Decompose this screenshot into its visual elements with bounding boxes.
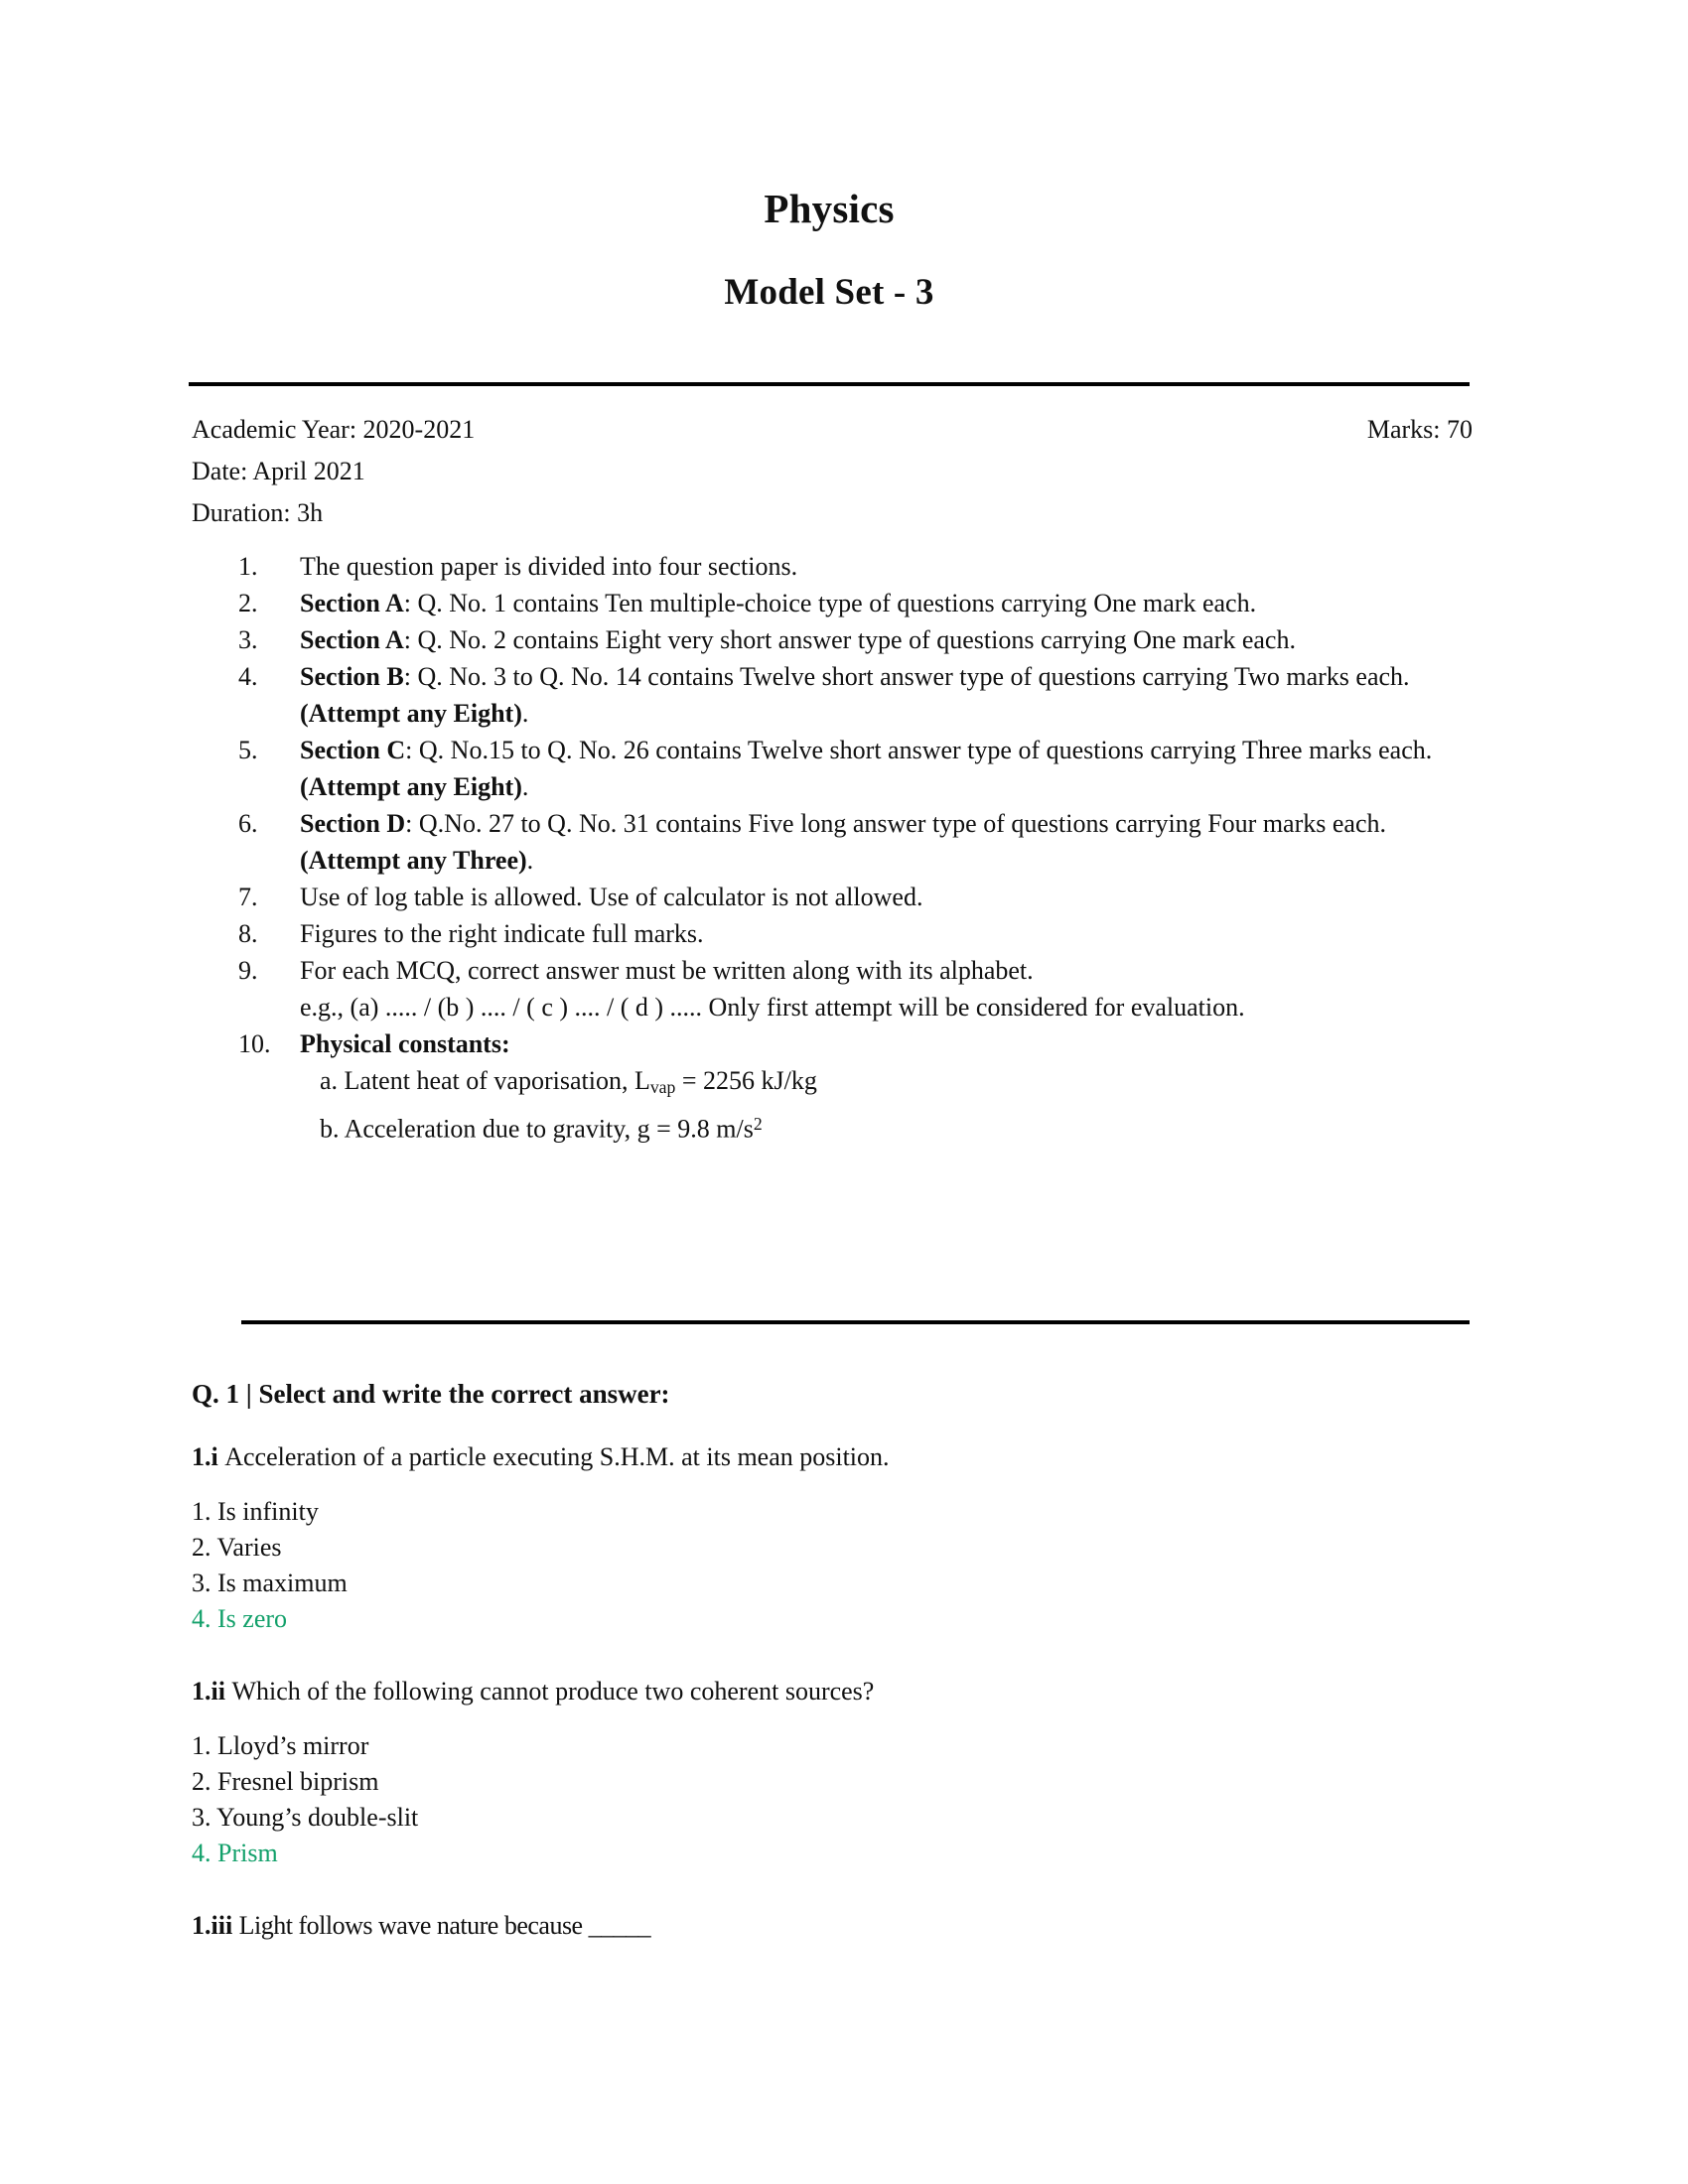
- option-item[interactable]: 1. Is infinity: [192, 1497, 319, 1526]
- question-section: [192, 1375, 1473, 1967]
- option-item[interactable]: 3. Young’s double-slit: [192, 1803, 419, 1832]
- instruction-number: 7.: [238, 883, 258, 911]
- question-block: [192, 1673, 1473, 1871]
- instruction-number: 6.: [238, 809, 258, 838]
- instruction-item: [238, 915, 1475, 952]
- question-options: [192, 1728, 1473, 1871]
- question-text: Light follows wave nature because _____: [238, 1911, 651, 1940]
- instructions-divider: [241, 1320, 1470, 1324]
- instructions-list: [238, 548, 1475, 1147]
- constant-b-superscript: 2: [753, 1113, 763, 1134]
- instruction-text: [300, 658, 1475, 732]
- instruction-item: [238, 805, 1475, 879]
- instruction-bold-lead: Section C: [300, 736, 406, 764]
- header-divider: [189, 382, 1470, 386]
- option-item-correct[interactable]: 4. Prism: [192, 1839, 278, 1867]
- instruction-item: [238, 658, 1475, 732]
- option-item[interactable]: 1. Lloyd’s mirror: [192, 1731, 369, 1760]
- instruction-bold-tail: (Attempt any Eight): [300, 699, 522, 728]
- question-stem: [192, 1673, 1473, 1710]
- question-stem: [192, 1907, 1473, 1945]
- instruction-body: : Q. No. 2 contains Eight very short answer type of questions carrying One mark each.: [403, 625, 1296, 654]
- instruction-bold-lead: Section A: [300, 625, 404, 654]
- instruction-bold-tail: (Attempt any Eight): [300, 772, 522, 801]
- instruction-text: [300, 585, 1475, 621]
- option-item-correct[interactable]: 4. Is zero: [192, 1604, 288, 1633]
- instruction-number: 10.: [238, 1029, 271, 1058]
- instruction-item: [238, 952, 1475, 1025]
- question-section-heading: Q. 1 | Select and write the correct answer:: [192, 1379, 670, 1409]
- question-stem: [192, 1438, 1473, 1476]
- meta-row-date: [192, 451, 1473, 492]
- title-block: [189, 184, 1470, 317]
- instruction-number: 8.: [238, 919, 258, 948]
- instruction-number: 3.: [238, 625, 258, 654]
- page-subtitle: Model Set - 3: [724, 272, 934, 314]
- meta-row-year: [192, 409, 1473, 451]
- option-item[interactable]: 3. Is maximum: [192, 1569, 348, 1597]
- constant-a-subscript: vap: [649, 1076, 676, 1097]
- physical-constants-label: Physical constants:: [300, 1029, 510, 1058]
- instruction-body: : Q.No. 27 to Q. No. 31 contains Five long answer type of questions carrying Four marks each.: [405, 809, 1386, 838]
- instruction-bold-lead: Section D: [300, 809, 406, 838]
- constant-a-post: = 2256 kJ/kg: [675, 1066, 817, 1095]
- constant-gravity: [300, 1106, 1475, 1147]
- constant-b-pre: b. Acceleration due to gravity, g = 9.8 m/s: [320, 1114, 754, 1144]
- instruction-example: e.g., (a) ..... / (b ) .... / ( c ) .... / ( d ) ..... Only first attempt will be considered for evaluation.: [300, 993, 1245, 1022]
- option-item[interactable]: 2. Varies: [192, 1533, 282, 1562]
- question-block: [192, 1438, 1473, 1637]
- option-item[interactable]: 2. Fresnel biprism: [192, 1767, 379, 1796]
- instruction-text: [300, 805, 1475, 879]
- marks-label: Marks: 70: [1366, 415, 1473, 444]
- instruction-tail: .: [521, 699, 529, 728]
- instruction-bold-tail: (Attempt any Three): [300, 846, 527, 875]
- constant-latent-heat: [300, 1062, 1475, 1106]
- instruction-item: [238, 548, 1475, 585]
- instruction-item: [238, 621, 1475, 658]
- instruction-body: : Q. No.15 to Q. No. 26 contains Twelve short answer type of questions carrying Three marks each.: [405, 736, 1433, 764]
- instruction-text: The question paper is divided into four sections.: [300, 552, 798, 581]
- page-title: Physics: [764, 186, 895, 231]
- instruction-text: [300, 621, 1475, 658]
- instruction-item: [238, 879, 1475, 915]
- instruction-number: 4.: [238, 662, 258, 691]
- instruction-tail: .: [526, 846, 534, 875]
- instruction-number: 2.: [238, 589, 258, 617]
- instruction-item: [238, 732, 1475, 805]
- question-label: 1.ii: [192, 1677, 225, 1706]
- constant-a-pre: a. Latent heat of vaporisation, L: [320, 1066, 650, 1095]
- instruction-text: For each MCQ, correct answer must be written along with its alphabet.: [300, 956, 1034, 985]
- academic-year-label: Academic Year: 2020-2021: [192, 415, 476, 444]
- instruction-number: 1.: [238, 552, 258, 581]
- duration-label: Duration: 3h: [192, 498, 324, 527]
- instruction-text: Figures to the right indicate full marks.: [300, 919, 704, 948]
- question-options: [192, 1494, 1473, 1637]
- question-text: Which of the following cannot produce two coherent sources?: [231, 1677, 875, 1706]
- instruction-number: 9.: [238, 956, 258, 985]
- question-label: 1.iii: [192, 1911, 233, 1940]
- instruction-body: : Q. No. 1 contains Ten multiple-choice type of questions carrying One mark each.: [403, 589, 1257, 617]
- question-text: Acceleration of a particle executing S.H.M. at its mean position.: [224, 1442, 890, 1471]
- question-label: 1.i: [192, 1442, 218, 1471]
- instruction-bold-lead: Section A: [300, 589, 404, 617]
- instruction-item: [238, 585, 1475, 621]
- date-label: Date: April 2021: [192, 457, 365, 485]
- exam-meta: [192, 409, 1473, 534]
- instruction-item: [238, 1025, 1475, 1147]
- instruction-body: : Q. No. 3 to Q. No. 14 contains Twelve short answer type of questions carrying Two marks each.: [403, 662, 1410, 691]
- instruction-text: [300, 732, 1475, 805]
- question-block: [192, 1907, 1473, 1945]
- instruction-number: 5.: [238, 736, 258, 764]
- instruction-bold-lead: Section B: [300, 662, 404, 691]
- instruction-tail: .: [521, 772, 529, 801]
- instruction-text: [300, 1025, 1475, 1062]
- meta-row-duration: [192, 492, 1473, 534]
- instruction-text: Use of log table is allowed. Use of calculator is not allowed.: [300, 883, 923, 911]
